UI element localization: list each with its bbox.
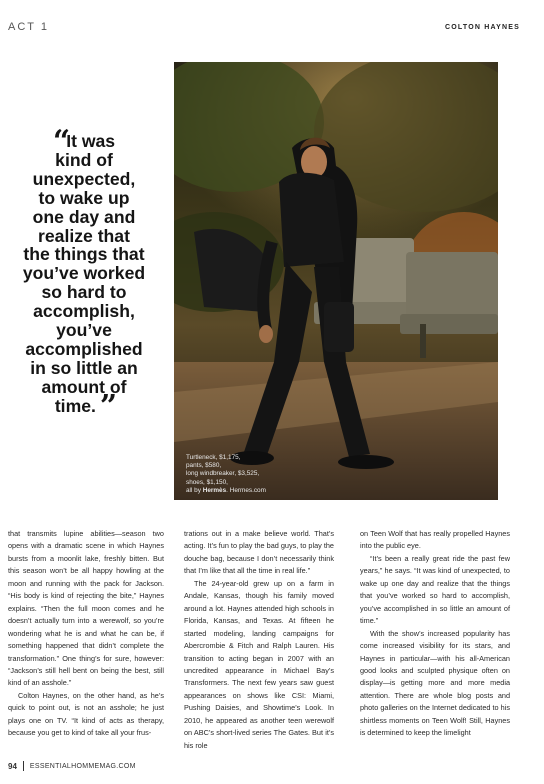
website-link[interactable]: ESSENTIALHOMMEMAG.COM xyxy=(29,762,136,770)
caption-line xyxy=(186,487,266,495)
body-paragraph: Colton Haynes, on the other hand, as he’s quick to point out, is not an asshole; he just plays one on TV. “It kind of acts as therapy, because you get to kind of take all your frus- xyxy=(8,690,164,738)
caption-site: . Hermes.com xyxy=(226,486,266,494)
quote-line: unexpected, xyxy=(32,168,136,189)
quote-line: in so little an xyxy=(30,357,138,378)
body-paragraph: that transmits lupine abilities—season two opens with a dramatic scene in which Haynes bursts from a moonlit lake, freshly bitten. But this season won’t be all happy howling at the moon and running with the pack for Jackson. “His body is kind of rejecting the bite,” Haynes explains. “Then the full moon comes and he doesn’t actually turn into a werewolf, so you’re wondering what he is and what he can be, if something happened that didn’t complete the transformation.” One thing’s for sure, however: “Jackson’s still hell bent on being the best, still kind of an asshole.” xyxy=(8,529,164,688)
quote-line: you’ve worked xyxy=(22,263,146,284)
page-footer xyxy=(8,761,136,771)
body-column-3 xyxy=(360,528,510,740)
quote-line: “It was xyxy=(52,124,116,159)
subject-name: COLTON HAYNES xyxy=(445,24,520,31)
open-quote-mark: “ xyxy=(52,124,67,159)
quote-line: the things that xyxy=(23,244,145,265)
body-paragraph: With the show’s increased popularity has come increased visibility for its stars, and Haynes in particular—with his all-American good looks and sculpted physique often on display—is getting more and more media attention. There are whole blog posts and photo galleries on the Internet dedicated to his shirtless moments on Teen Wolf! Still, Haynes is determined to keep the limelight xyxy=(360,628,510,738)
close-quote-mark: ” xyxy=(99,388,114,424)
photo-illustration xyxy=(174,62,498,500)
caption-brand: Hermès xyxy=(202,486,227,494)
quote-line: kind of xyxy=(55,149,113,170)
pull-quote xyxy=(8,124,160,424)
body-column-1 xyxy=(8,528,164,740)
section-label: ACT 1 xyxy=(8,21,49,33)
quote-line: accomplished xyxy=(25,338,143,359)
footer-divider xyxy=(23,761,24,771)
quote-line: realize that xyxy=(38,225,130,246)
caption-line: shoes, $1,150, xyxy=(186,478,228,486)
caption-line: pants, $580, xyxy=(186,462,222,470)
body-paragraph: “It’s been a really great ride the past few years,” he says. “It was kind of unexpected, to wake up one day and realize that the things that you’ve worked so hard to accomplish, you’ve accomplished in so little an amount of time.” xyxy=(360,553,510,626)
feature-photo xyxy=(174,62,498,500)
page-number: 94 xyxy=(8,761,17,771)
caption-line: Turtleneck, $1,175, xyxy=(186,453,241,461)
quote-line: one day and xyxy=(32,206,136,227)
quote-line: accomplish, xyxy=(33,301,135,322)
quote-line: to wake up xyxy=(38,187,130,208)
photo-caption xyxy=(186,454,266,495)
body-paragraph: on Teen Wolf that has really propelled Haynes into the public eye. xyxy=(360,529,510,551)
quote-line: you’ve xyxy=(56,320,112,341)
body-column-2 xyxy=(184,528,334,752)
quote-line: amount of xyxy=(41,376,127,397)
caption-line: long windbreaker, $3,525, xyxy=(186,470,260,478)
quote-line: time. ” xyxy=(54,388,114,424)
body-paragraph: The 24-year-old grew up on a farm in Andale, Kansas, though his family moved around a lot. Haynes attended high schools in Florida, Kansas, and Texas. At fifteen he started modeling, landing campaigns for Abercrombie & Fitch and Ralph Lauren. His transition to acting began in 2007 with an uncredited appearance in Michael Bay’s Transformers. The next few years saw guest appearances on shows like CSI: Miami, Pushing Daisies, and Showtime’s Look. In 2010, he appeared as another teen werewolf on ABC’s short-lived series The Gates. But it’s his role xyxy=(184,578,334,750)
quote-line: so hard to xyxy=(41,282,127,303)
body-paragraph: trations out in a make believe world. That’s acting. It’s fun to play the bad guys, to play the douche bag, because I don’t necessarily think that I’m like that all the time in real life.” xyxy=(184,529,334,576)
caption-all-by: all by xyxy=(186,486,203,494)
